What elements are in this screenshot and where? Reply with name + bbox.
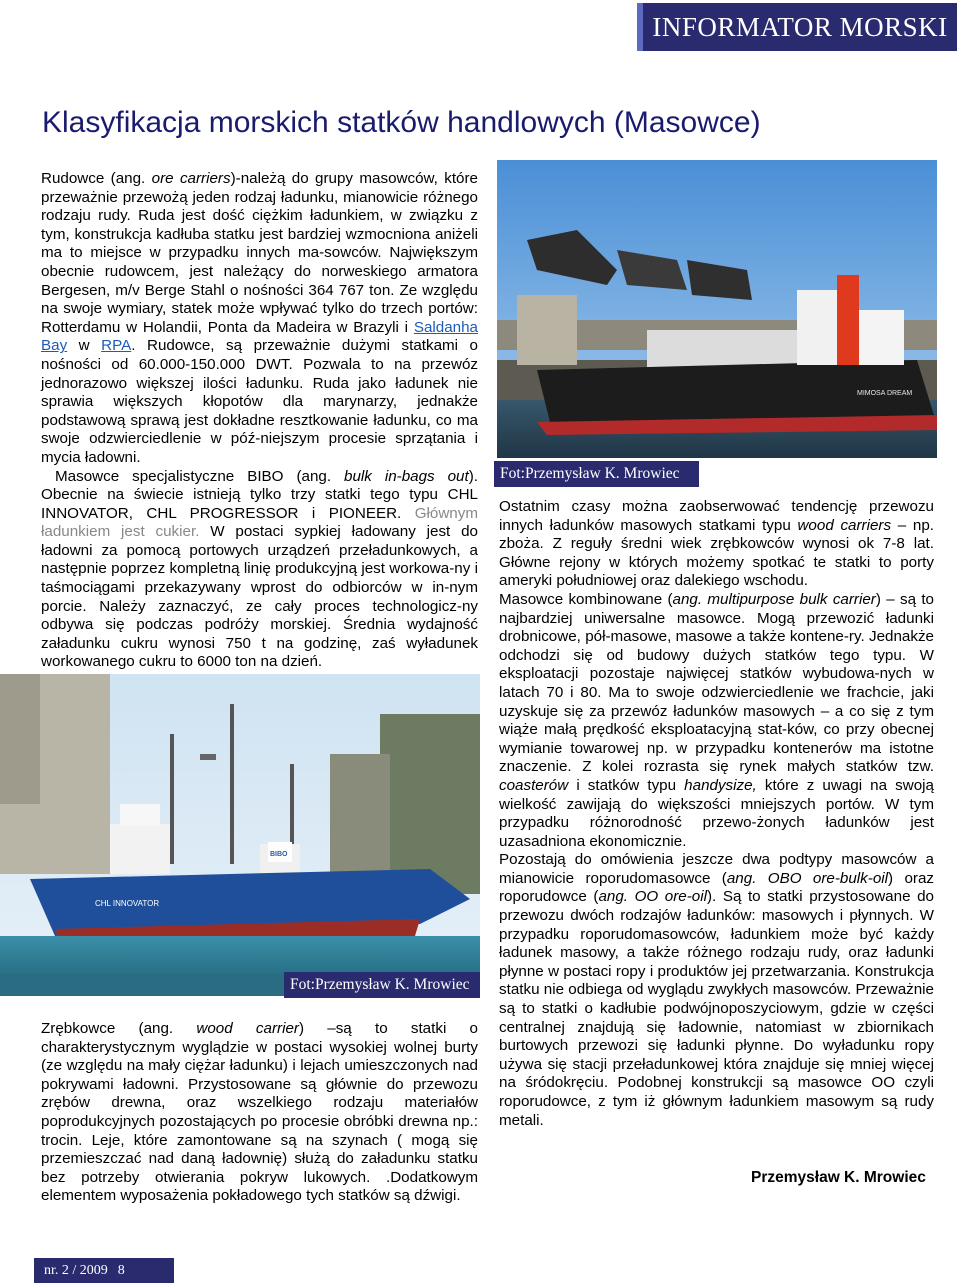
photo-chl-innovator <box>0 674 480 996</box>
paragraph-obo: Pozostają do omówienia jeszcze dwa podtypy masowców a mianowicie roporudomasowce (ang. OBO ore-bulk-oil) oraz roporudowce (ang. OO ore-oil). Są to statki przystosowane do przewozu dwóch rodzajów ładunków: masowych i płynnych. W przypadku roporudomasowców, ładunkiem może być każdy ładunek masowy, a także różnego rodzaju rudy, oraz ładunki płynne w postaci ropy i produktów jej przetwarzania. Konstrukcja statku nie odbiega od wyglądu zwykłych masowców. Przeważnie są to statki o kadłubie podwójnoposzyciowym, gdzie w części centralnej znajdują się ładownie, natomiast w zbiornikach burtowych przewozi się ładunki płynne. Do wyładunku ropy używa się stacji przeładunkowej która znajduje się mniej więcej na śródokręciu. Podobnej konstrukcji są masowce OO czyli roporudowce, z tym iż głównym ładunkiem masowym są rudy metali. <box>499 851 934 1129</box>
paragraph-bibo: Masowce specjalistyczne BIBO (ang. bulk in-bags out). Obecnie na świecie istnieją tylko trzy statki tego typu CHL INNOVATOR, CHL PROGRESSOR i PIONEER. Głównym ładunkiem jest cukier. W postaci sypkiej ładowany jest do ładowni za pomocą portowych urządzeń przeładunkowych, a następnie poprzez kompletną linię produkcyjną jest workowa-ny i taśmociągami przekazywany wprost do odbiorców w in-nym porcie. Należy zaznaczyć, ze cały proces technologicz-ny odbywa się podczas podróży morskiej. Średnia wydajność załadunku cukru wynosi 750 t na godzinę, zaś wyładunek workowanego cukru to 6000 ton na dzień. <box>41 467 478 671</box>
funnel-logo: BIBO <box>270 851 288 858</box>
page-footer <box>34 1258 174 1283</box>
article-title: Klasyfikacja morskich statków handlowych (Masowce) <box>42 106 761 139</box>
ship-name: CHL INNOVATOR <box>95 899 160 908</box>
left-column-top <box>41 170 478 672</box>
svg-text:MIMOSA DREAM: MIMOSA DREAM <box>857 390 913 397</box>
author-signature: Przemysław K. Mrowiec <box>751 1169 926 1186</box>
paragraph-wood-carriers: Ostatnim czasy można zaobserwować tendencję przewozu innych ładunków masowych statkami typu wood carriers – np. zboża. Z reguły średni wiek zrębkowców wynosi ok 7-8 lat. Główne rejony w których możemy spotkać te statki to porty ameryki południowej oraz dalekiego wschodu. <box>499 498 935 590</box>
left-column-bottom <box>41 1020 478 1206</box>
photo-caption-bottom: Fot:Przemysław K. Mrowiec <box>284 972 480 998</box>
masthead <box>637 3 957 51</box>
issue-number: nr. 2 / 2009 <box>44 1262 108 1278</box>
link-saldanha-bay[interactable]: Saldanha Bay <box>41 318 478 355</box>
masthead-text: INFORMATOR MORSKI <box>652 11 948 42</box>
right-column <box>499 498 934 1130</box>
paragraph-zrebkowce: Zrębkowce (ang. wood carrier) –są to statki o charakterystycznym wyglądzie w postaci wysokiej wolnej burty (ze względu na mały ciężar ładunku) i lejach umieszczonych nad pokrywami ładowni. Przystosowane są głównie do przewozu zrębów drewna, oraz wszelkiego rodzaju materiałów poprodukcyjnych pozostających po procesie obróbki drewna np.: trocin. Leje, które zamontowane są na szynach ( mogą się przemieszczać nad daną ładownię) służą do załadunku statku bez potrzeby otwierania pokryw lukowych. .Dodatkowym elementem wyposażenia pokładowego tych statków są dźwigi. <box>41 1020 478 1205</box>
paragraph-rudowce: Rudowce (ang. ore carriers)-należą do grupy masowców, które przeważnie przewożą jeden rodzaj ładunku, mianowicie różnego rodzaju rudy. Ruda jest dość ciężkim ładunkiem, w związku z tym, konstrukcja kadłuba statku jest bardziej wzmocniona aniżeli ma to miejsce w przypadku innych ma-sowców. Największym obecnie rudowcem, jest należący do norweskiego armatora Bergesen, m/v Berge Stahl o nośności 364 767 ton. Ze względu na swoje wymiary, statek może wpływać tylko do trzech portów: Rotterdamu w Holandii, Ponta da Madeira w Brazyli i Saldanha Bay w RPA. Rudowce, są przeważnie dużymi statkami o nośności od 60.000-150.000 DWT. Pozwala to na przewóz jednorazowo większej ilości ładunku. Ruda jako ładunek nie sprawia większych kłopotów dla marynarzy, jednakże podstawową sprawą jest dokładne resztkowanie ładunku, co ma swoje odzwierciedlenie w póź-niejszym procesie sprzątania i mycia ładowni. <box>41 170 478 466</box>
paragraph-combined: Masowce kombinowane (ang. multipurpose bulk carrier) – są to najbardziej uniwersalne masowce. Mogą przewozić ładunki drobnicowe, pół-masowe, masowe a także kontene-ry. Jednakże odchodzi się od budowy dużych statków tego typu. W eksploatacji pozostaje najwięcej statków wybudowa-nych w latach 70 i 80. Ma to swoje odzwierciedlenie we frachcie, jaki uzyskuje się za przewóz ładunków masowych – a co się z tym wiąże małą prędkość eksploatacyjną stat-ków, co przy obecnej wymianie towarowej np. w przypadku kontenerów ma istotne znaczenie. Z kolei rozrasta się rynek małych statków tzw. coasterów i statków typu handysize, które z uwagi na swoją wielkość zawijają do większości mniejszych portów. W tym przypadku różnorodność przewo-żonych ładunków jest uzasadniona ekonomicznie. <box>499 590 934 850</box>
page-number: 8 <box>117 1262 125 1278</box>
link-rpa[interactable]: RPA <box>101 337 132 355</box>
photo-caption-top: Fot:Przemysław K. Mrowiec <box>494 461 699 487</box>
photo-bulk-carrier <box>497 160 938 458</box>
